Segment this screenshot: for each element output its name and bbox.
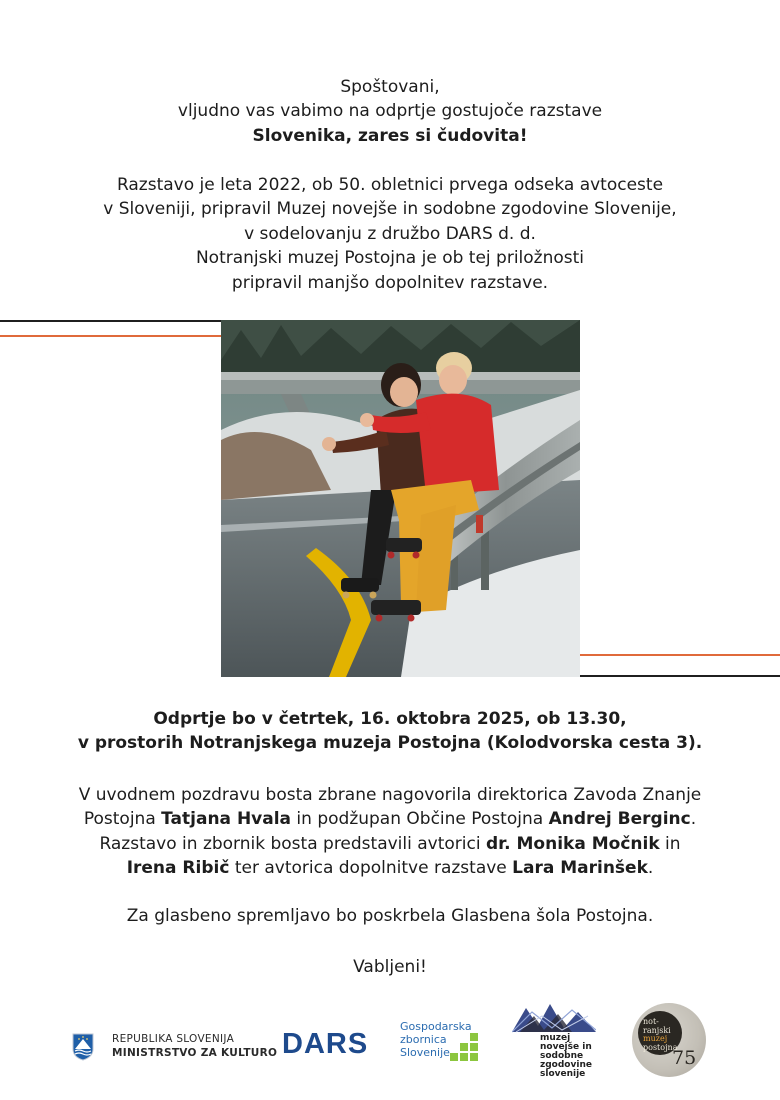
info-line: Razstavo je leta 2022, ob 50. obletnici prvega odseka avtoceste: [116, 175, 664, 195]
event-location: v prostorih Notranjskega muzeja Postojna (Kolodvorska cesta 3).: [77, 733, 703, 754]
speakers-line: Razstavo in zbornik bosta predstavili avtorici dr. Monika Močnik in: [99, 833, 681, 854]
speaker-name: Irena Ribič: [126, 858, 230, 879]
gzs-line1: Gospodarska: [400, 1020, 472, 1033]
gzs-grid-icon: [450, 1033, 480, 1063]
nm-number: 75: [672, 1047, 697, 1069]
speakers-line: Postojna Tatjana Hvala in podžupan Občine Postojna Andrej Berginc.: [83, 809, 697, 830]
closing-text: Vabljeni!: [353, 957, 427, 977]
divider-dark-right: [580, 675, 780, 677]
mnsz-line3: sodobne: [540, 1051, 584, 1061]
mnsz-line4: zgodovine: [540, 1060, 592, 1070]
mnsz-line5: slovenije: [540, 1069, 586, 1079]
info-line: v Sloveniji, pripravil Muzej novejše in sodobne zgodovine Slovenije,: [103, 199, 677, 220]
exhibition-photo: [221, 320, 580, 677]
divider-orange-right: [580, 654, 780, 656]
gzs-line3: Slovenije: [400, 1046, 450, 1059]
invitation-text: vljudno vas vabimo na odprtje gostujoče razstave: [177, 101, 603, 122]
mnsz-line2: novejše in: [540, 1042, 592, 1052]
mnsz-line1: muzej: [540, 1033, 571, 1043]
info-line: pripravil manjšo dopolnitev razstave.: [231, 272, 549, 293]
speaker-name: Andrej Berginc: [548, 809, 691, 830]
greeting: Spoštovani,: [340, 77, 440, 97]
nm-line1: not-: [643, 1017, 659, 1026]
speakers-line: V uvodnem pozdravu bosta zbrane nagovorila direktorica Zavoda Znanje: [78, 785, 702, 805]
speakers-section: [0, 783, 780, 881]
intro-section: [0, 75, 780, 148]
notranjski-muzej-logo: [632, 1003, 706, 1077]
nm-line4: postojna: [643, 1042, 678, 1052]
ministry-line1: REPUBLIKA SLOVENIJA: [112, 1033, 235, 1045]
nm-line2: ranjski: [643, 1025, 671, 1035]
exhibition-title: Slovenika, zares si čudovita!: [252, 125, 528, 146]
info-line: Notranjski muzej Postojna je ob tej priložnosti: [195, 248, 585, 269]
gzs-logo: [400, 1020, 484, 1066]
event-details: [0, 707, 780, 756]
gzs-line2: zbornica: [400, 1033, 447, 1046]
speaker-name: Tatjana Hvala: [161, 809, 292, 830]
dars-logo: DARS: [282, 1028, 369, 1060]
speaker-name: Lara Marinšek: [512, 858, 648, 879]
divider-dark-left: [0, 320, 221, 322]
info-line: v sodelovanju z družbo DARS d. d.: [244, 223, 536, 244]
ministry-line2: MINISTRSTVO ZA KULTURO: [112, 1047, 278, 1059]
music-note: Za glasbeno spremljavo bo poskrbela Glasbena šola Postojna.: [126, 906, 654, 926]
speakers-line: Irena Ribič ter avtorica dopolnitve razstave Lara Marinšek.: [126, 858, 654, 879]
nm-line3: muzej: [643, 1034, 668, 1043]
exhibition-info: [0, 173, 780, 295]
ministry-logo: [72, 1031, 278, 1063]
mnsz-logo: [512, 1002, 598, 1080]
mnsz-mountains-icon: [512, 1002, 596, 1036]
divider-orange-left: [0, 335, 221, 337]
slovenia-coat-of-arms-icon: [72, 1033, 94, 1061]
speaker-name: dr. Monika Močnik: [486, 833, 660, 854]
event-date: Odprtje bo v četrtek, 16. oktobra 2025, ob 13.30,: [153, 709, 627, 729]
